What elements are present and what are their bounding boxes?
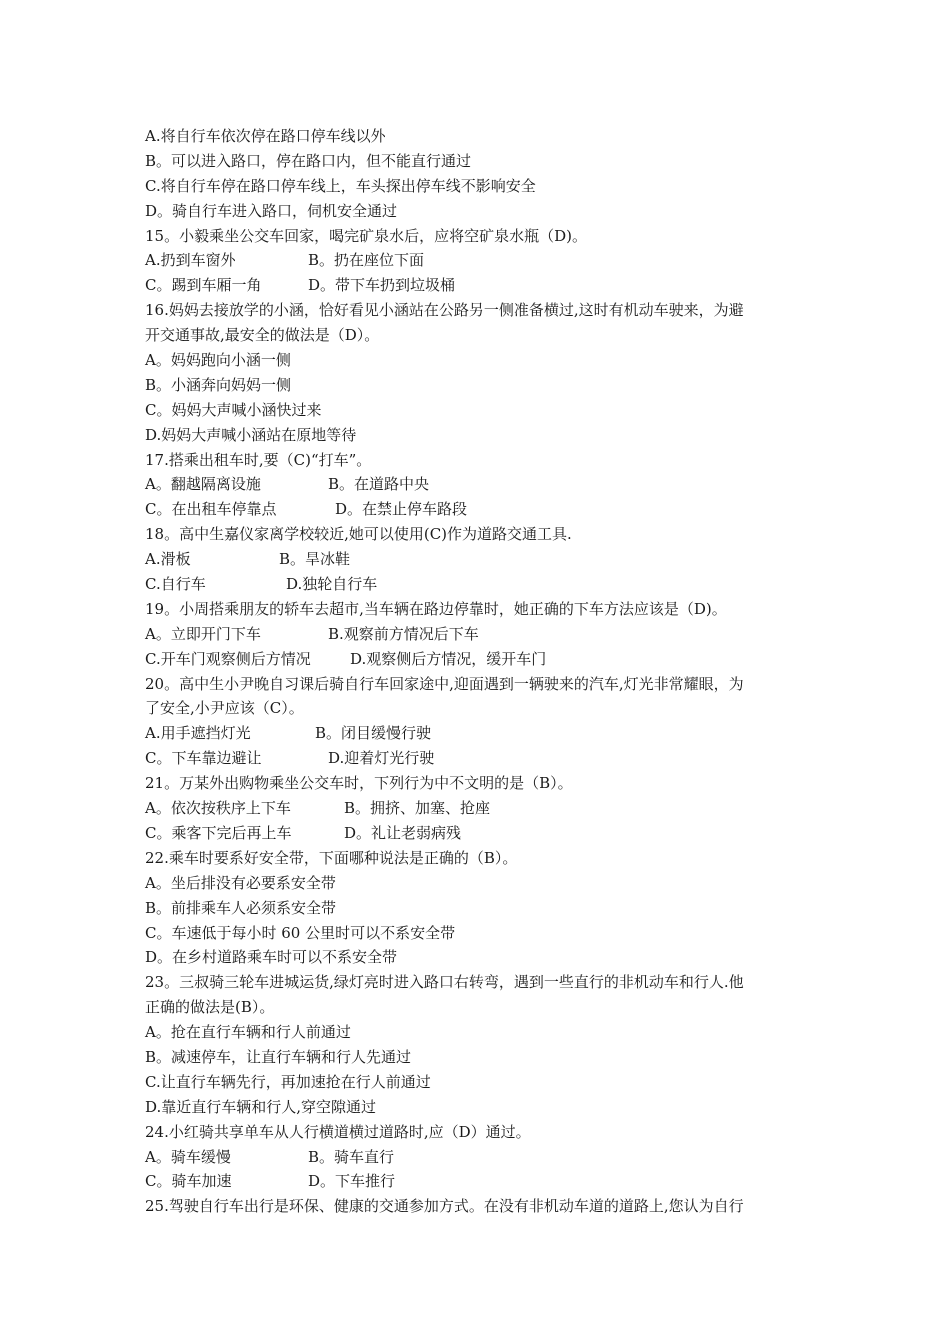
option-left: C。骑车加速 [145,1172,232,1191]
text-line: 20。高中生小尹晚自习课后骑自行车回家途中,迎面遇到一辆驶来的汽车,灯光非常耀眼，为 [145,674,744,693]
option-row [145,273,825,298]
text-line: A。坐后排没有必要系安全带 [145,873,336,892]
option-right: B。扔在座位下面 [308,251,425,270]
option-row [145,1169,825,1194]
text-line: D。在乡村道路乘车时可以不系安全带 [145,948,398,967]
text-line: 15。小毅乘坐公交车回家，喝完矿泉水后，应将空矿泉水瓶（D)。 [145,226,587,245]
option-right: D。下车推行 [308,1172,396,1191]
text-line: 25.驾驶自行车出行是环保、健康的交通参加方式。在没有非机动车道的道路上,您认为自行 [145,1197,744,1216]
option-right: D.观察侧后方情况，缓开车门 [350,649,547,668]
option-row [145,746,825,771]
option-row [145,796,825,821]
option-row [145,647,825,672]
option-row [145,248,825,273]
option-left: C.自行车 [145,575,206,594]
text-line: 18。高中生嘉仪家离学校较近,她可以使用(C)作为道路交通工具. [145,525,572,544]
text-line: B。前排乘车人必须系安全带 [145,898,337,917]
text-line: 16.妈妈去接放学的小涵，恰好看见小涵站在公路另一侧准备横过,这时有机动车驶来，为避 [145,301,744,320]
option-row [145,622,825,647]
text-line: C.将自行车停在路口停车线上，车头探出停车线不影响安全 [145,176,536,195]
text-line: 开交通事故,最安全的做法是（D）。 [145,326,380,345]
option-left: C。下车靠边避让 [145,749,262,768]
text-line: A。抢在直行车辆和行人前通过 [145,1023,351,1042]
option-row [145,547,825,572]
text-line: B。减速停车，让直行车辆和行人先通过 [145,1047,412,1066]
option-right: B。在道路中央 [328,475,430,494]
option-right: D.迎着灯光行驶 [328,749,435,768]
text-line: B。可以进入路口，停在路口内，但不能直行通过 [145,151,472,170]
option-right: B.观察前方情况后下车 [328,624,479,643]
option-row [145,821,825,846]
text-line: 23。三叔骑三轮车进城运货,绿灯亮时进入路口右转弯，遇到一些直行的非机动车和行人.他 [145,973,744,992]
text-line: C。妈妈大声喊小涵快过来 [145,400,322,419]
text-line: B。小涵奔向妈妈一侧 [145,375,292,394]
text-line: D。骑自行车进入路口，伺机安全通过 [145,201,398,220]
option-left: C。乘客下完后再上车 [145,823,292,842]
option-right: B。骑车直行 [308,1147,395,1166]
text-line: A.将自行车依次停在路口停车线以外 [145,127,386,145]
option-left: A.滑板 [145,550,191,569]
text-line: 了安全,小尹应该（C）。 [145,699,304,718]
text-line: 正确的做法是(B）。 [145,998,275,1017]
text-line: 21。万某外出购物乘坐公交车时，下列行为中不文明的是（B）。 [145,774,573,793]
option-right: B。闭目缓慢行驶 [315,724,432,743]
text-line: A。妈妈跑向小涵一侧 [145,351,291,370]
text-line: 17.搭乘出租车时,要（C)“打车”。 [145,450,372,469]
option-row [145,497,825,522]
question-list [145,124,825,1219]
option-left: A。依次按秩序上下车 [145,799,291,818]
option-row [145,572,825,597]
option-row [145,1145,825,1170]
option-left: A.扔到车窗外 [145,251,236,270]
option-left: A。立即开门下车 [145,624,261,643]
text-line: D.妈妈大声喊小涵站在原地等待 [145,425,357,444]
option-left: A。翻越隔离设施 [145,475,261,494]
text-line: 19。小周搭乘朋友的轿车去超市,当车辆在路边停靠时，她正确的下车方法应该是（D)。 [145,599,727,618]
option-left: A。骑车缓慢 [145,1147,231,1166]
option-left: C。踢到车厢一角 [145,276,262,295]
option-left: A.用手遮挡灯光 [145,724,251,743]
text-line: 24.小红骑共享单车从人行横道横过道路时,应（D）通过。 [145,1122,531,1141]
option-row [145,721,825,746]
text-line: C.让直行车辆先行，再加速抢在行人前通过 [145,1072,431,1091]
option-right: D.独轮自行车 [286,575,378,594]
option-left: C.开车门观察侧后方情况 [145,649,311,668]
text-line: 22.乘车时要系好安全带，下面哪种说法是正确的（B）。 [145,848,518,867]
option-left: C。在出租车停靠点 [145,500,277,519]
option-right: D。带下车扔到垃圾桶 [308,276,456,295]
option-right: D。在禁止停车路段 [335,500,468,519]
text-line: C。车速低于每小时 60 公里时可以不系安全带 [145,923,456,942]
option-right: B。旱冰鞋 [279,550,351,569]
option-right: B。拥挤、加塞、抢座 [344,799,491,818]
option-right: D。礼让老弱病残 [344,823,462,842]
option-row [145,472,825,497]
text-line: D.靠近直行车辆和行人,穿空隙通过 [145,1097,377,1116]
